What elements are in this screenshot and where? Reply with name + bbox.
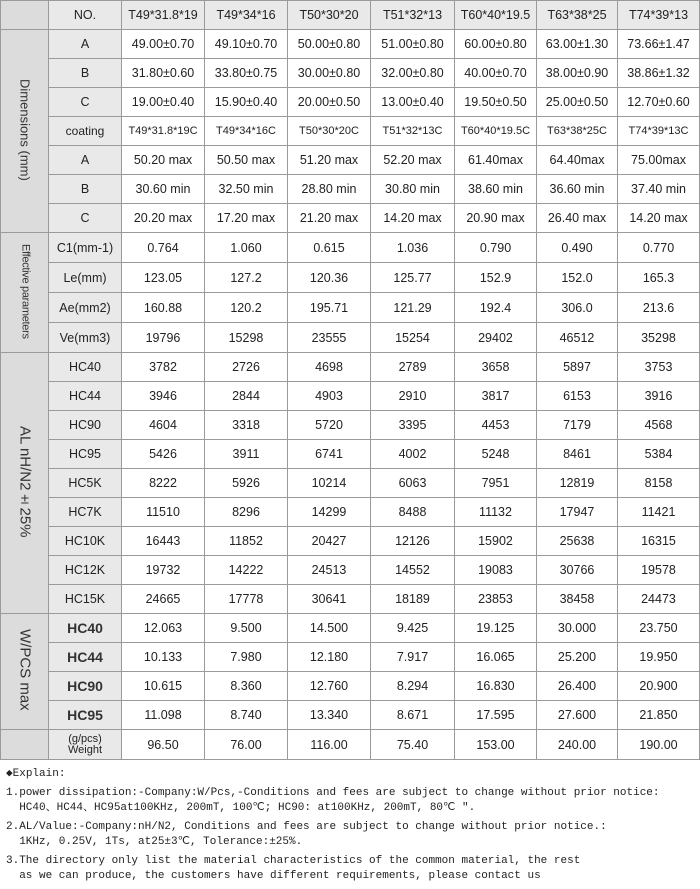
value-cell: 0.615 xyxy=(288,233,371,263)
value-cell: 64.40max xyxy=(537,146,618,175)
model-header: T60*40*19.5 xyxy=(455,1,537,30)
value-cell: 12.70±0.60 xyxy=(618,88,700,117)
value-cell: 3318 xyxy=(205,411,288,440)
value-cell: 8488 xyxy=(371,498,455,527)
spec-table-body xyxy=(1,1,700,760)
row-label: A xyxy=(49,146,122,175)
value-cell: 2726 xyxy=(205,353,288,382)
table-row xyxy=(1,117,700,146)
value-cell: 8222 xyxy=(122,469,205,498)
value-cell: 2844 xyxy=(205,382,288,411)
value-cell: 14222 xyxy=(205,556,288,585)
value-cell: 165.3 xyxy=(618,263,700,293)
al-label-text: AL nH/N2±25% xyxy=(16,425,34,538)
value-cell: 11.098 xyxy=(122,701,205,730)
value-cell: 12.063 xyxy=(122,614,205,643)
table-row xyxy=(1,556,700,585)
value-cell: 21.20 max xyxy=(288,204,371,233)
value-cell: 0.490 xyxy=(537,233,618,263)
value-cell: 8.740 xyxy=(205,701,288,730)
value-cell: 15254 xyxy=(371,323,455,353)
value-cell: 7.917 xyxy=(371,643,455,672)
row-label: B xyxy=(49,175,122,204)
value-cell: 0.764 xyxy=(122,233,205,263)
value-cell: 8461 xyxy=(537,440,618,469)
model-header: T74*39*13 xyxy=(618,1,700,30)
value-cell: 51.00±0.80 xyxy=(371,30,455,59)
value-cell: 20427 xyxy=(288,527,371,556)
row-label: HC15K xyxy=(49,585,122,614)
value-cell: 14552 xyxy=(371,556,455,585)
value-cell: 73.66±1.47 xyxy=(618,30,700,59)
table-row xyxy=(1,175,700,204)
row-label: Ae(mm2) xyxy=(49,293,122,323)
value-cell: 25.200 xyxy=(537,643,618,672)
value-cell: 4568 xyxy=(618,411,700,440)
value-cell: 12126 xyxy=(371,527,455,556)
value-cell: 38.60 min xyxy=(455,175,537,204)
value-cell: 16315 xyxy=(618,527,700,556)
value-cell: 3782 xyxy=(122,353,205,382)
value-cell: 12.760 xyxy=(288,672,371,701)
row-label: HC7K xyxy=(49,498,122,527)
value-cell: 10214 xyxy=(288,469,371,498)
value-cell: 6741 xyxy=(288,440,371,469)
notes-title: ◆Explain: xyxy=(6,768,66,780)
value-cell: 10.615 xyxy=(122,672,205,701)
value-cell: 2789 xyxy=(371,353,455,382)
note-1-line-2: HC40、HC44、HC95at100KHz, 200mT, 100℃; HC90: at100KHz, 200mT, 80℃ ". xyxy=(6,802,476,814)
value-cell: 3658 xyxy=(455,353,537,382)
table-row xyxy=(1,411,700,440)
row-label: B xyxy=(49,59,122,88)
value-cell: 32.50 min xyxy=(205,175,288,204)
value-cell: 127.2 xyxy=(205,263,288,293)
value-cell: T60*40*19.5C xyxy=(455,117,537,146)
value-cell: 19083 xyxy=(455,556,537,585)
value-cell: 96.50 xyxy=(122,730,205,760)
value-cell: 8158 xyxy=(618,469,700,498)
table-row xyxy=(1,204,700,233)
value-cell: 24665 xyxy=(122,585,205,614)
table-row xyxy=(1,233,700,263)
value-cell: 3946 xyxy=(122,382,205,411)
value-cell: 5384 xyxy=(618,440,700,469)
value-cell: 11421 xyxy=(618,498,700,527)
value-cell: 5926 xyxy=(205,469,288,498)
value-cell: 4903 xyxy=(288,382,371,411)
value-cell: 30766 xyxy=(537,556,618,585)
value-cell: 1.060 xyxy=(205,233,288,263)
value-cell: T74*39*13C xyxy=(618,117,700,146)
value-cell: 12.180 xyxy=(288,643,371,672)
value-cell: 7179 xyxy=(537,411,618,440)
value-cell: 38.00±0.90 xyxy=(537,59,618,88)
value-cell: 8296 xyxy=(205,498,288,527)
value-cell: 19578 xyxy=(618,556,700,585)
value-cell: 19.50±0.50 xyxy=(455,88,537,117)
table-row xyxy=(1,88,700,117)
note-3-line-1: 3.The directory only list the material characteristics of the common material, the rest xyxy=(6,855,581,867)
table-row xyxy=(1,730,700,760)
power-group-label xyxy=(1,614,49,730)
row-label-text: HC44 xyxy=(67,649,103,665)
value-cell: 20.20 max xyxy=(122,204,205,233)
value-cell: 14.20 max xyxy=(618,204,700,233)
value-cell: 30.000 xyxy=(537,614,618,643)
value-cell: 21.850 xyxy=(618,701,700,730)
table-row xyxy=(1,30,700,59)
row-label xyxy=(49,614,122,643)
value-cell: T51*32*13C xyxy=(371,117,455,146)
table-row xyxy=(1,293,700,323)
value-cell: 33.80±0.75 xyxy=(205,59,288,88)
table-row xyxy=(1,382,700,411)
weight-label-text: Weight xyxy=(67,743,103,756)
weight-label xyxy=(49,730,122,760)
value-cell: 31.80±0.60 xyxy=(122,59,205,88)
model-header: T49*31.8*19 xyxy=(122,1,205,30)
value-cell: 4453 xyxy=(455,411,537,440)
value-cell: T50*30*20C xyxy=(288,117,371,146)
value-cell: 8.671 xyxy=(371,701,455,730)
row-label-text: HC95 xyxy=(67,707,103,723)
value-cell: 15902 xyxy=(455,527,537,556)
table-row xyxy=(1,672,700,701)
value-cell: 26.40 max xyxy=(537,204,618,233)
value-cell: 76.00 xyxy=(205,730,288,760)
value-cell: 3753 xyxy=(618,353,700,382)
model-header: T63*38*25 xyxy=(537,1,618,30)
value-cell: 50.20 max xyxy=(122,146,205,175)
value-cell: 8.360 xyxy=(205,672,288,701)
value-cell: 35298 xyxy=(618,323,700,353)
value-cell: 8.294 xyxy=(371,672,455,701)
value-cell: 10.133 xyxy=(122,643,205,672)
power-label-text: W/PCS max xyxy=(16,629,34,711)
value-cell: 19.950 xyxy=(618,643,700,672)
value-cell: 50.50 max xyxy=(205,146,288,175)
value-cell: 5248 xyxy=(455,440,537,469)
value-cell: 46512 xyxy=(537,323,618,353)
note-2-line-1: 2.AL/Value:-Company:nH/N2, Conditions and fees are subject to change without prior notice.: xyxy=(6,821,607,833)
value-cell: 9.425 xyxy=(371,614,455,643)
row-label: HC95 xyxy=(49,440,122,469)
value-cell: 18189 xyxy=(371,585,455,614)
value-cell: 7951 xyxy=(455,469,537,498)
value-cell: 51.20 max xyxy=(288,146,371,175)
model-header: T50*30*20 xyxy=(288,1,371,30)
row-label-text: HC40 xyxy=(67,620,103,636)
value-cell: 14299 xyxy=(288,498,371,527)
value-cell: 17.595 xyxy=(455,701,537,730)
value-cell: 17778 xyxy=(205,585,288,614)
value-cell: 38458 xyxy=(537,585,618,614)
value-cell: 25.00±0.50 xyxy=(537,88,618,117)
table-row xyxy=(1,146,700,175)
value-cell: 7.980 xyxy=(205,643,288,672)
value-cell: 17.20 max xyxy=(205,204,288,233)
value-cell: 160.88 xyxy=(122,293,205,323)
table-row xyxy=(1,59,700,88)
table-row xyxy=(1,263,700,293)
value-cell: 2910 xyxy=(371,382,455,411)
value-cell: 240.00 xyxy=(537,730,618,760)
row-label: HC12K xyxy=(49,556,122,585)
table-row xyxy=(1,701,700,730)
value-cell: 15298 xyxy=(205,323,288,353)
value-cell: 30.60 min xyxy=(122,175,205,204)
dimensions-group-label xyxy=(1,30,49,233)
value-cell: T49*34*16C xyxy=(205,117,288,146)
value-cell: 15.90±0.40 xyxy=(205,88,288,117)
value-cell: 3395 xyxy=(371,411,455,440)
value-cell: 306.0 xyxy=(537,293,618,323)
model-header: T49*34*16 xyxy=(205,1,288,30)
value-cell: 6063 xyxy=(371,469,455,498)
value-cell: 213.6 xyxy=(618,293,700,323)
table-row xyxy=(1,469,700,498)
corner-cell xyxy=(1,1,49,30)
value-cell: 40.00±0.70 xyxy=(455,59,537,88)
notes xyxy=(6,767,696,884)
value-cell: 4002 xyxy=(371,440,455,469)
table-row xyxy=(1,614,700,643)
table-row xyxy=(1,323,700,353)
value-cell: 13.00±0.40 xyxy=(371,88,455,117)
value-cell: 30.00±0.80 xyxy=(288,59,371,88)
model-header: T51*32*13 xyxy=(371,1,455,30)
value-cell: 23555 xyxy=(288,323,371,353)
value-cell: 19.125 xyxy=(455,614,537,643)
value-cell: 11510 xyxy=(122,498,205,527)
value-cell: 36.60 min xyxy=(537,175,618,204)
value-cell: 116.00 xyxy=(288,730,371,760)
value-cell: 195.71 xyxy=(288,293,371,323)
value-cell: 121.29 xyxy=(371,293,455,323)
value-cell: 16.830 xyxy=(455,672,537,701)
value-cell: 16443 xyxy=(122,527,205,556)
value-cell: 9.500 xyxy=(205,614,288,643)
value-cell: 28.80 min xyxy=(288,175,371,204)
value-cell: 30641 xyxy=(288,585,371,614)
value-cell: 4698 xyxy=(288,353,371,382)
value-cell: 152.0 xyxy=(537,263,618,293)
value-cell: 32.00±0.80 xyxy=(371,59,455,88)
value-cell: 19732 xyxy=(122,556,205,585)
value-cell: 61.40max xyxy=(455,146,537,175)
value-cell: 3916 xyxy=(618,382,700,411)
value-cell: 19.00±0.40 xyxy=(122,88,205,117)
value-cell: 26.400 xyxy=(537,672,618,701)
value-cell: 0.770 xyxy=(618,233,700,263)
note-3 xyxy=(6,854,696,884)
value-cell: 4604 xyxy=(122,411,205,440)
table-row xyxy=(1,498,700,527)
note-1 xyxy=(6,786,696,816)
row-label: A xyxy=(49,30,122,59)
row-label xyxy=(49,672,122,701)
value-cell: 3817 xyxy=(455,382,537,411)
value-cell: 152.9 xyxy=(455,263,537,293)
value-cell: 19796 xyxy=(122,323,205,353)
value-cell: 16.065 xyxy=(455,643,537,672)
note-2 xyxy=(6,820,696,850)
table-row xyxy=(1,353,700,382)
row-label: HC5K xyxy=(49,469,122,498)
value-cell: 153.00 xyxy=(455,730,537,760)
row-label: HC10K xyxy=(49,527,122,556)
row-label-text: HC90 xyxy=(67,678,103,694)
weight-label-unit: (g/pcs) xyxy=(68,732,102,745)
value-cell: 75.00max xyxy=(618,146,700,175)
value-cell: 23853 xyxy=(455,585,537,614)
value-cell: 14.20 max xyxy=(371,204,455,233)
value-cell: 190.00 xyxy=(618,730,700,760)
value-cell: 11132 xyxy=(455,498,537,527)
effective-group-label xyxy=(1,233,49,353)
value-cell: 60.00±0.80 xyxy=(455,30,537,59)
row-label xyxy=(49,643,122,672)
value-cell: 5426 xyxy=(122,440,205,469)
table-row xyxy=(1,643,700,672)
value-cell: 13.340 xyxy=(288,701,371,730)
value-cell: 20.00±0.50 xyxy=(288,88,371,117)
note-3-line-2: as we can produce, the customers have different requirements, please contact us xyxy=(6,870,541,882)
row-label: HC44 xyxy=(49,382,122,411)
value-cell: 27.600 xyxy=(537,701,618,730)
value-cell: 63.00±1.30 xyxy=(537,30,618,59)
value-cell: 12819 xyxy=(537,469,618,498)
dimensions-label-text: Dimensions (mm) xyxy=(17,78,33,181)
row-label: HC90 xyxy=(49,411,122,440)
effective-label-text: Effective parameters xyxy=(19,243,32,339)
table-row xyxy=(1,440,700,469)
value-cell: 37.40 min xyxy=(618,175,700,204)
value-cell: 50.00±0.80 xyxy=(288,30,371,59)
row-label: C1(mm-1) xyxy=(49,233,122,263)
value-cell: 120.2 xyxy=(205,293,288,323)
value-cell: 14.500 xyxy=(288,614,371,643)
value-cell: T63*38*25C xyxy=(537,117,618,146)
value-cell: 3911 xyxy=(205,440,288,469)
value-cell: 25638 xyxy=(537,527,618,556)
value-cell: 6153 xyxy=(537,382,618,411)
header-no-label: NO. xyxy=(49,1,122,30)
value-cell: 11852 xyxy=(205,527,288,556)
al-group-label xyxy=(1,353,49,614)
value-cell: 123.05 xyxy=(122,263,205,293)
row-label: C xyxy=(49,204,122,233)
value-cell: 17947 xyxy=(537,498,618,527)
value-cell: 38.86±1.32 xyxy=(618,59,700,88)
table-row xyxy=(1,1,700,30)
value-cell: 5897 xyxy=(537,353,618,382)
value-cell: T49*31.8*19C xyxy=(122,117,205,146)
row-label: C xyxy=(49,88,122,117)
row-label: Ve(mm3) xyxy=(49,323,122,353)
value-cell: 49.00±0.70 xyxy=(122,30,205,59)
value-cell: 29402 xyxy=(455,323,537,353)
value-cell: 75.40 xyxy=(371,730,455,760)
table-row xyxy=(1,527,700,556)
value-cell: 24473 xyxy=(618,585,700,614)
value-cell: 30.80 min xyxy=(371,175,455,204)
value-cell: 24513 xyxy=(288,556,371,585)
row-label: Le(mm) xyxy=(49,263,122,293)
row-label xyxy=(49,701,122,730)
note-1-line-1: 1.power dissipation:-Company:W/Pcs,-Conditions and fees are subject to change without prior notice: xyxy=(6,787,660,799)
value-cell: 0.790 xyxy=(455,233,537,263)
table-row xyxy=(1,585,700,614)
value-cell: 20.90 max xyxy=(455,204,537,233)
value-cell: 125.77 xyxy=(371,263,455,293)
value-cell: 52.20 max xyxy=(371,146,455,175)
note-2-line-2: 1KHz, 0.25V, 1Ts, at25±3℃, Tolerance:±25%. xyxy=(6,836,303,848)
value-cell: 23.750 xyxy=(618,614,700,643)
value-cell: 1.036 xyxy=(371,233,455,263)
value-cell: 20.900 xyxy=(618,672,700,701)
row-label: coating xyxy=(49,117,122,146)
value-cell: 192.4 xyxy=(455,293,537,323)
value-cell: 49.10±0.70 xyxy=(205,30,288,59)
value-cell: 5720 xyxy=(288,411,371,440)
weight-group-cell xyxy=(1,730,49,760)
value-cell: 120.36 xyxy=(288,263,371,293)
row-label: HC40 xyxy=(49,353,122,382)
